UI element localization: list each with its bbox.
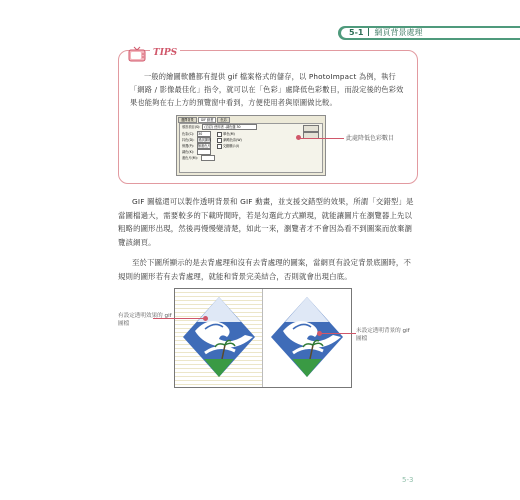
section-header <box>341 28 520 38</box>
callout-line <box>300 138 344 139</box>
transparency-comparison-figure <box>174 288 352 388</box>
optimize-dialog-screenshot <box>176 115 326 176</box>
dialog-row-value: 錯誤擴散 <box>198 138 212 142</box>
dialog-checkbox <box>217 138 222 143</box>
dialog-row <box>182 150 211 154</box>
dialog-tabs <box>178 117 231 122</box>
right-annotation-line <box>320 333 356 334</box>
dialog-row-label: 色彩(C): <box>182 132 195 136</box>
dialog-row-label: 抖色(D): <box>182 138 195 142</box>
body-paragraph: 至於下圖所顯示的是去背處理和沒有去背處理的圖案，當網頁有設定背景底圖時，不規則的圖形若有去背處理，就能和背景完美結合，否則就會出現白底。 <box>118 258 412 281</box>
wave-island-image-opaque <box>263 289 351 387</box>
section-title: 網頁背景處理 <box>374 28 423 37</box>
section-number: 5-1 <box>349 28 364 37</box>
right-annotation: 未設定透明背景的 gif 圖檔 <box>356 328 410 342</box>
dialog-tab: 色彩 <box>217 117 229 123</box>
body-paragraph: GIF 圖檔還可以製作透明背景和 GIF 動畫，並支援交錯型的效果，所謂「交錯型」是當圖檔過大，需要較多的下載時間時，若是勾選此方式顯現，就能讓圖片在瀏覽器上先以粗略的圖形出現，然後再慢慢變清楚，如此一來，瀏覽者才不會因為看不到圖案而放棄瀏覽該網頁。 <box>118 197 414 247</box>
tips-tv-icon <box>128 46 146 62</box>
dialog-preset-label: 預設項目(S): <box>182 125 201 129</box>
left-annotation-line <box>153 318 205 319</box>
section-header-tab <box>338 26 520 40</box>
dialog-row-value <box>201 155 215 161</box>
page-number: 5-3 <box>402 476 414 484</box>
wave-island-image-transparent <box>175 289 263 387</box>
opaque-background-panel <box>263 289 351 387</box>
dialog-tab: 選擇背景 <box>178 117 197 123</box>
dialog-row-label: 調色(K): <box>182 150 195 154</box>
header-divider <box>368 28 369 36</box>
dialog-checkbox <box>217 144 222 149</box>
callout-label: 此處降低色彩數目 <box>346 135 395 142</box>
dialog-body <box>179 123 323 173</box>
dialog-button <box>303 125 319 132</box>
right-annotation-dot <box>317 331 322 336</box>
dialog-row <box>182 144 239 148</box>
dialog-row <box>182 132 235 136</box>
dialog-row <box>182 156 215 160</box>
transparent-background-panel <box>175 289 263 387</box>
dialog-checkbox-label: 單色(M) <box>223 132 235 136</box>
dialog-row-label: 遮色片(M): <box>182 156 198 160</box>
dialog-row-value: 無遮色片 <box>197 144 211 148</box>
dialog-checkbox-label: 交錯顯示(I) <box>222 144 240 148</box>
dialog-row-value: 30 <box>197 131 211 137</box>
tips-text: 一般的繪圖軟體都有提供 gif 檔案格式的儲存，以 PhotoImpact 為例，執行「網路 / 影像最佳化」指令，就可以在「色彩」處降低色彩數目，而設定後的色彩效果也能夠在右上方的預覽窗中看到，方便使用者與原圖做比較。 <box>130 72 404 107</box>
dialog-checkbox-label: 網路色彩(W) <box>223 138 242 142</box>
dialog-row-label: 保護(P): <box>182 144 194 148</box>
dialog-preset-row <box>182 125 257 129</box>
tips-title: TIPS <box>150 48 180 58</box>
dialog-preset-select: (自訂) 使用者 -調色盤 30 <box>202 124 257 130</box>
left-annotation: 有設定透明效果的 gif 圖檔 <box>118 313 172 327</box>
left-annotation-dot <box>203 316 208 321</box>
dialog-row <box>182 138 242 142</box>
dialog-tab: GIF 動畫 <box>198 117 217 123</box>
dialog-checkbox <box>217 132 222 137</box>
